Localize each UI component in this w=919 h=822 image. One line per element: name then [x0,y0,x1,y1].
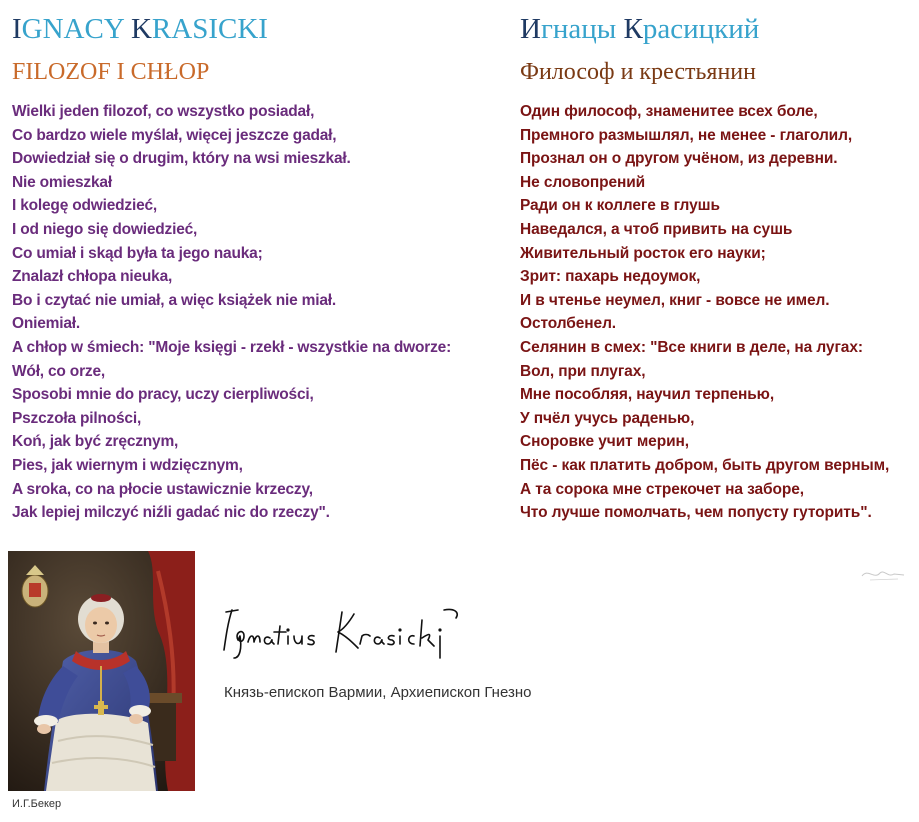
polish-author [12,12,268,46]
poem-line: Зрит: пахарь недоумок, [520,268,701,286]
poem-line: I kolegę odwiedzieć, [12,197,158,215]
poem-line: Мне пособляя, научил терпенью, [520,386,775,404]
poem-line: A sroka, co na płocie ustawicznie krzeczy, [12,480,313,498]
russian-author [520,12,759,46]
polish-author-initial-1: I [12,13,22,45]
scribble-mark [858,564,908,584]
russian-author-initial-1: И [520,13,541,45]
poem-line: Премного размышлял, не менее - глаголил, [520,126,853,144]
poem-line: Koń, jak być zręcznym, [12,433,179,451]
poem-line: Наведался, а чтоб привить на сушь [520,220,793,238]
polish-poem-title: FILOZOF I CHŁOP [12,59,210,85]
polish-poem [12,100,451,525]
poem-line: И в чтенье неумел, книг - вовсе не имел. [520,291,830,309]
russian-poem-title: Философ и крестьянин [520,59,756,85]
poem-line: Oniemiał. [12,315,80,333]
poem-line: Wół, co orze, [12,362,105,380]
portrait-painting [8,551,195,791]
russian-author-initial-2: К [623,13,643,45]
poem-line: Не словопрений [520,173,646,191]
poem-line: Сноровке учит мерин, [520,433,689,451]
poem-line: Живительный росток его науки; [520,244,766,262]
poem-line: Один философ, знаменитее всех боле, [520,103,818,120]
poem-line: Wielki jeden filozof, co wszystko posiadał, [12,103,315,120]
poem-line: Co bardzo wiele myślał, więcej jeszcze gadał, [12,126,337,144]
russian-poem [520,100,889,525]
poem-line: Что лучше помолчать, чем попусту гуторить". [520,504,872,522]
poem-line: Селянин в смех: "Все книги в деле, на лугах: [520,338,863,356]
poem-line: Остолбенел. [520,315,617,333]
poem-line: Прознал он о другом учёном, из деревни. [520,150,838,168]
polish-author-rest-2: RASICKI [151,13,268,45]
poem-line: А та сорока мне стрекочет на заборе, [520,480,804,498]
poem-line: Znalazł chłopa nieuka, [12,268,173,286]
poem-line: Вол, при плугах, [520,362,646,380]
poem-line: Pszczoła pilności, [12,409,142,427]
portrait-caption: И.Г.Бекер [12,798,62,810]
poem-line: Pies, jak wiernym i wdzięcznym, [12,456,243,474]
poem-line: Sposobi mnie do pracy, uczy cierpliwości, [12,386,314,404]
poem-line: Dowiedział się o drugim, który na wsi mieszkał. [12,150,351,168]
russian-author-rest-2: расицкий [642,13,760,45]
signature [218,602,470,664]
polish-author-initial-2: K [130,13,152,45]
poem-line: I od niego się dowiedzieć, [12,220,198,238]
poem-line: Jak lepiej milczyć niźli gadać nic do rzeczy". [12,504,330,522]
poem-line: У пчёл учусь раденью, [520,409,695,427]
poem-line: Пёс - как платить добром, быть другом верным, [520,456,890,474]
poem-line: Bo i czytać nie umiał, a więc książek nie miał. [12,291,337,309]
polish-author-rest-1: GNACY [21,13,131,45]
poem-line: Co umiał i skąd była ta jego nauka; [12,244,263,262]
poem-line: Nie omieszkał [12,173,112,191]
author-subtitle: Князь-епископ Вармии, Архиепископ Гнезно [224,684,532,701]
russian-author-rest-1: гнацы [540,13,624,45]
poem-line: Ради он к коллеге в глушь [520,197,720,215]
poem-line: A chłop w śmiech: "Moje księgi - rzekł - wszystkie na dworze: [12,338,452,356]
